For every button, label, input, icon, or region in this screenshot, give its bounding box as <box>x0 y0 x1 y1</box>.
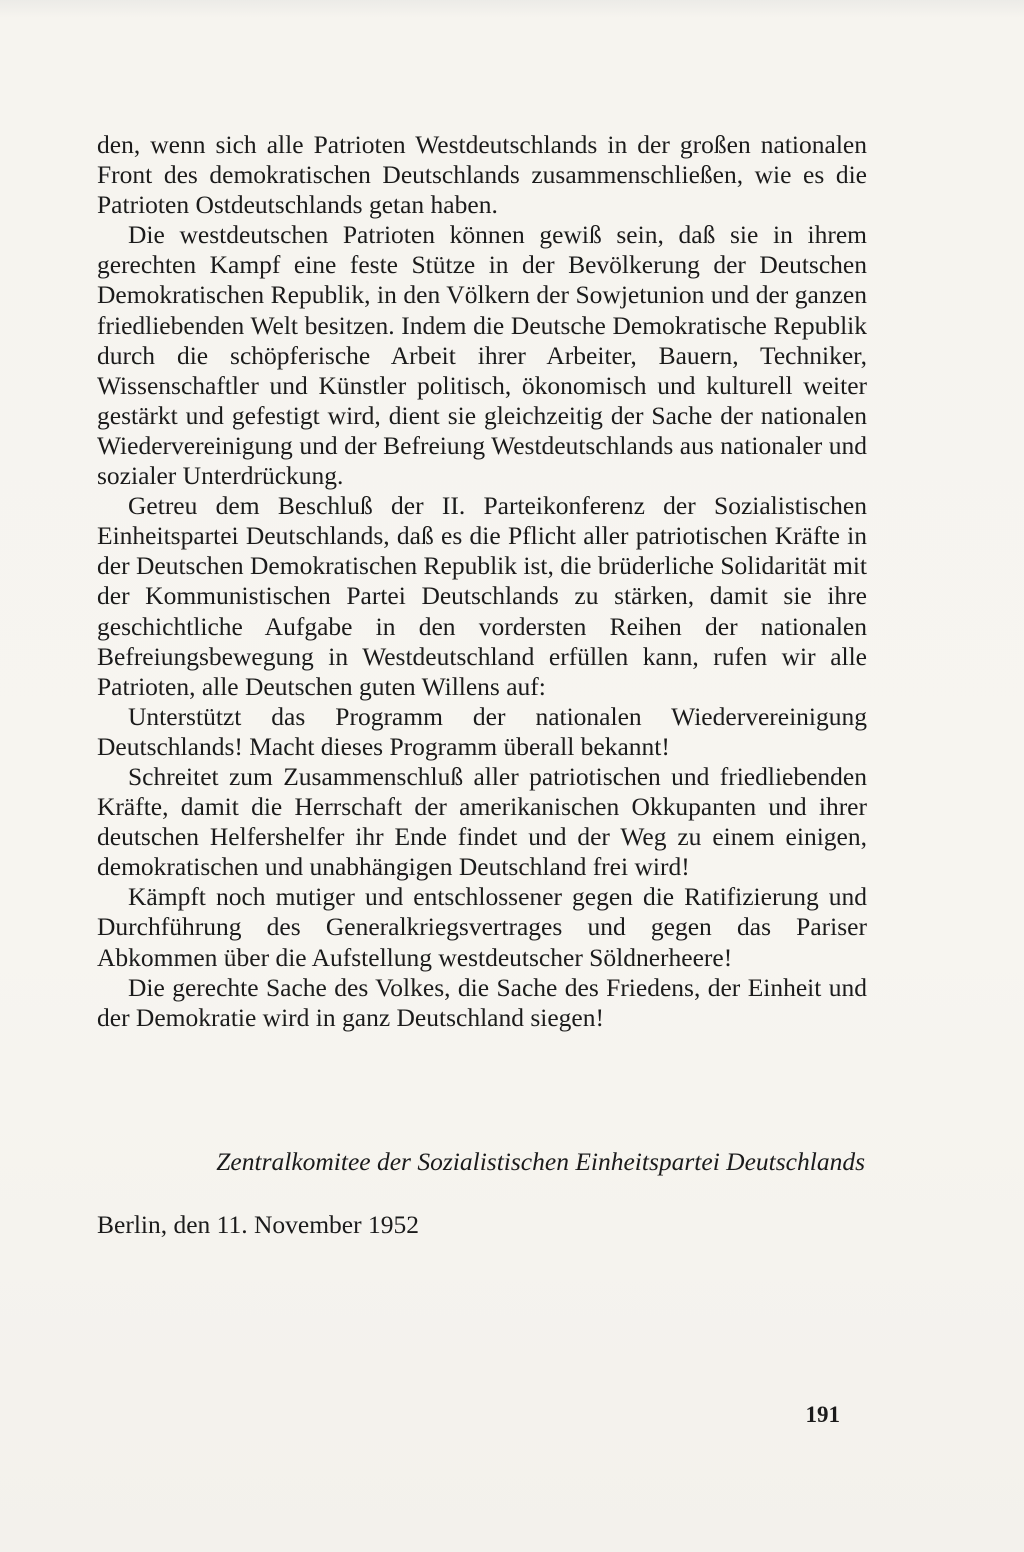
page-number: 191 <box>805 1402 840 1427</box>
body-text <box>97 130 867 1033</box>
paragraph-3: Getreu dem Beschluß der II. Parteikonferenz der Sozialistischen Einheitspartei Deutschlands, daß es die Pflicht aller patriotischen Kräfte in der Deutschen Demokratischen Republik ist, die brüderliche Solidarität mit der Kommunistischen Partei Deutschlands zu stärken, damit sie ihre geschichtliche Aufgabe in den vordersten Reihen der nationalen Befreiungsbewegung in Westdeutschland erfüllen kann, rufen wir alle Patrioten, alle Deutschen guten Willens auf: <box>97 491 867 701</box>
signature-line: Zentralkomitee der Sozialistischen Einheitspartei Deutschlands <box>216 1147 865 1176</box>
paragraph-2: Die westdeutschen Patrioten können gewiß sein, daß sie in ihrem gerechten Kampf eine feste Stütze in der Bevölkerung der Deutschen Demokratischen Republik, in den Völkern der Sowjetunion und der ganzen friedliebenden Welt besitzen. Indem die Deutsche Demokratische Republik durch die schöpferische Arbeit ihrer Arbeiter, Bauern, Techniker, Wissenschaftler und Künstler politisch, ökonomisch und kulturell weiter gestärkt und gefestigt wird, dient sie gleichzeitig der Sache der nationalen Wiedervereinigung und der Befreiung Westdeutschlands aus nationaler und sozialer Unterdrückung. <box>97 220 867 491</box>
paragraph-6: Kämpft noch mutiger und entschlossener gegen die Ratifizierung und Durchführung des Generalkriegsvertrages und gegen das Pariser Abkommen über die Aufstellung westdeutscher Söldnerheere! <box>97 882 867 972</box>
paragraph-1: den, wenn sich alle Patrioten Westdeutschlands in der großen nationalen Front des demokratischen Deutschlands zusammenschließen, wie es die Patrioten Ostdeutschlands getan haben. <box>97 130 867 220</box>
paragraph-7: Die gerechte Sache des Volkes, die Sache des Friedens, der Einheit und der Demokratie wird in ganz Deutschland siegen! <box>97 972 867 1032</box>
paragraph-4: Unterstützt das Programm der nationalen Wiedervereinigung Deutschlands! Macht dieses Programm überall bekannt! <box>97 701 867 761</box>
dateline: Berlin, den 11. November 1952 <box>97 1210 419 1239</box>
paragraph-5: Schreitet zum Zusammenschluß aller patriotischen und friedliebenden Kräfte, damit die Herrschaft der amerikanischen Okkupanten und ihrer deutschen Helfershelfer ihr Ende findet und der Weg zu einem einigen, demokratischen und unabhängigen Deutschland frei wird! <box>97 761 867 882</box>
